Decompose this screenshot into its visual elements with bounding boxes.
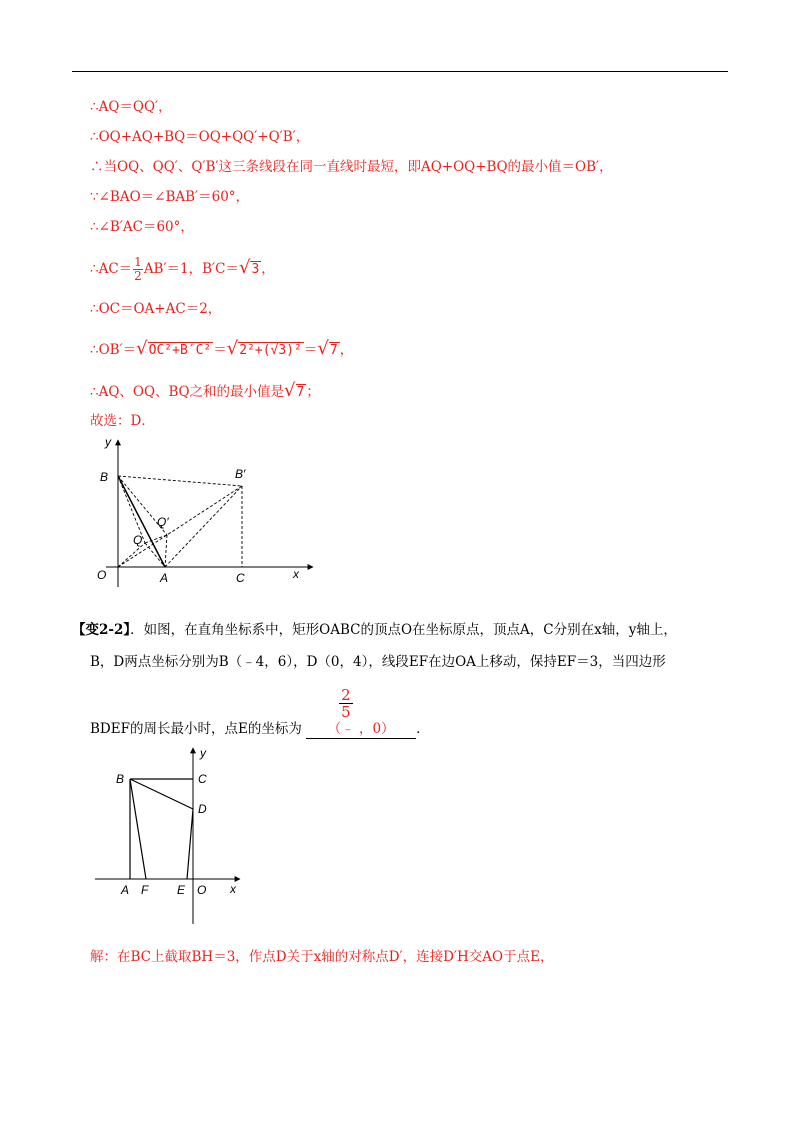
sqrt-7: √7 — [317, 338, 338, 359]
fig1-segment-obp — [118, 486, 242, 567]
solution-line: 解：在BC上截取BH＝3，作点D关于x轴的对称点D′，连接D′H交AO于点E， — [90, 949, 554, 965]
fig2-label-a: A — [121, 883, 130, 897]
fig2-segment-de — [187, 809, 193, 879]
fig2-label-x: x — [230, 882, 236, 896]
fig1-label-x: x — [293, 567, 299, 581]
proof-line-5: ∴∠B′AC＝60°， — [90, 219, 194, 235]
problem-line-3: BDEF的周长最小时，点E的坐标为 2 5 （﹣ ，0） ． — [90, 686, 430, 737]
fig1-label-q: Q — [133, 533, 143, 547]
fig2-label-y: y — [200, 746, 206, 760]
fig1-label-y: y — [105, 435, 111, 449]
proof-line-4: ∵∠BAO＝∠BAB′＝60°， — [90, 189, 250, 205]
answer-blank: 2 5 （﹣ ，0） — [306, 720, 416, 739]
fig2-label-d: D — [198, 802, 207, 816]
proof-line-8: ∴OB′＝√OC²+B′C² ＝√2²+(√3)² ＝√7 ， — [90, 338, 354, 359]
sqrt-3: √3 — [238, 257, 260, 278]
fig1-label-bp: B′ — [235, 467, 246, 481]
fig2-segment-bf — [130, 779, 146, 879]
fig2-label-o: O — [197, 883, 207, 897]
proof-line-1: ∴AQ＝QQ′， — [90, 99, 172, 115]
proof-line-3: ∴当OQ、QQ′、Q′B′这三条线段在同一直线时最短，即AQ+OQ+BQ的最小值＝OB′， — [90, 159, 613, 175]
header-rule — [72, 71, 728, 72]
problem-tag: 【变2-2】 — [72, 622, 131, 638]
sqrt-7-min: √7 — [284, 380, 305, 401]
fraction-one-half: $\frac{1}{2}$ — [134, 255, 142, 283]
problem-line-1: 【变2-2】．如图，在直角坐标系中，矩形OABC的顶点O在坐标原点，顶点A，C分别在x轴，y轴上， — [72, 622, 677, 638]
fig1-label-b: B — [100, 470, 109, 484]
fig1-label-o: O — [97, 568, 107, 582]
proof-line-2: ∴OQ+AQ+BQ＝OQ+QQ′+Q′B′， — [90, 129, 310, 145]
fig1-segment-bbp — [118, 476, 242, 486]
fig2-label-e: E — [177, 883, 186, 897]
fig2-label-f: F — [141, 883, 149, 897]
fig2-label-c: C — [198, 772, 207, 786]
fig1-label-c: C — [236, 571, 245, 585]
figure-1 — [88, 432, 328, 592]
fig1-segment-abp — [165, 486, 242, 567]
answer-line: 故选：D． — [90, 413, 155, 429]
fig1-label-qp: Q′ — [157, 515, 169, 529]
problem-line-2: B，D两点坐标分别为B（﹣4，6），D（0，4），线段EF在边OA上移动，保持EF＝3，当四边形 — [90, 654, 666, 670]
proof-line-7: ∴OC＝OA+AC＝2， — [90, 301, 222, 317]
fig1-segment-qpa — [165, 535, 167, 567]
sqrt-2-sqrt3: √2²+(√3)² — [226, 338, 302, 359]
proof-line-9: ∴AQ、OQ、BQ之和的最小值是√7 ； — [90, 380, 320, 401]
answer-fraction: 2 5 — [341, 686, 351, 721]
fig2-label-b: B — [116, 772, 125, 786]
fig2-segment-bd — [130, 779, 193, 809]
proof-line-6: ∴AC＝ $\frac{1}{2}$ AB′＝1，B′C＝√3 ， — [90, 255, 275, 283]
figure-2 — [90, 742, 260, 927]
fig1-label-a: A — [160, 571, 169, 585]
sqrt-oc-bc: √OC²+B′C² — [136, 338, 212, 359]
